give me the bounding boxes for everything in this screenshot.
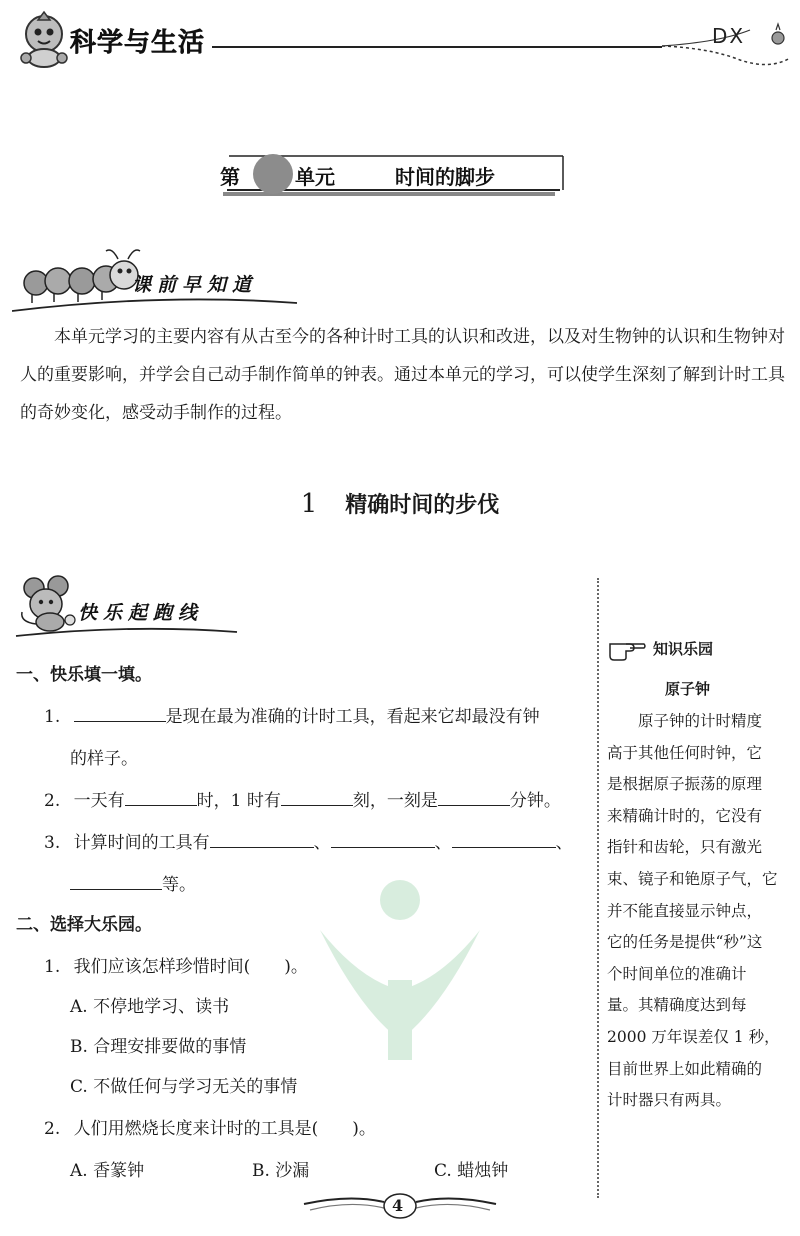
answer-blank[interactable] (74, 703, 166, 722)
separator: 、 (313, 833, 331, 853)
separator: 、 (555, 833, 573, 853)
question-number: 1. (44, 957, 61, 977)
sidebar-line: 束、镜子和铯原子气，它 (607, 869, 778, 888)
sidebar-line: 2000 万年误差仅 1 秒， (607, 1027, 780, 1046)
choice-question-1 (44, 952, 308, 977)
header-rule (212, 46, 662, 48)
fill-question-1 (44, 702, 540, 727)
question-text: 人们用燃烧长度来计时的工具是( )。 (73, 1119, 376, 1139)
sidebar-line: 计时器只有两具。 (607, 1091, 732, 1110)
series-title: 科学与生活 (70, 28, 206, 58)
sidebar-label: 知识乐园 (653, 640, 714, 658)
watermark-logo (300, 870, 500, 1140)
fill-question-2 (44, 786, 561, 811)
unit-suffix: 单元 (295, 165, 335, 189)
question-continuation: 的样子。 (70, 749, 138, 769)
star-mascot-icon (14, 10, 72, 70)
sidebar-line: 原子钟的计时精度 (607, 712, 763, 730)
sidebar-line: 目前世界上如此精确的 (607, 1059, 763, 1078)
answer-blank[interactable] (281, 787, 353, 806)
sidebar-text (607, 706, 787, 1117)
choice-option[interactable]: A. 不停地学习、读书 (70, 997, 230, 1017)
sidebar-line: 是根据原子振荡的原理 (607, 775, 763, 794)
sidebar-line: 指针和齿轮，只有激光 (607, 838, 763, 857)
preview-paragraph: 本单元学习的主要内容有从古至今的各种计时工具的认识和改进，以及对生物钟的认识和生物钟对人的重要影响，并学会自己动手制作简单的钟表。通过本单元的学习，可以使学生深刻了解到计时工具的奇妙变化，感受动手制作的过程。 (20, 327, 785, 423)
answer-blank[interactable] (331, 829, 435, 848)
sidebar-line: 个时间单位的准确计 (607, 964, 747, 983)
answer-blank[interactable] (125, 787, 197, 806)
choice-option[interactable]: A. 香篆钟 (70, 1161, 145, 1181)
lesson-title (0, 488, 800, 519)
unit-number: 二 (263, 165, 283, 189)
fill-question-3-cont (70, 870, 196, 895)
separator: 、 (434, 833, 452, 853)
section2-title: 二、选择大乐园。 (16, 915, 152, 935)
practice-label: 快乐起跑线 (78, 602, 204, 624)
question-text: 等。 (162, 875, 196, 895)
answer-blank[interactable] (438, 787, 510, 806)
answer-blank[interactable] (70, 871, 162, 890)
unit-prefix: 第 (220, 165, 240, 189)
lesson-number: 1 (300, 489, 318, 519)
question-text: 时，1 时有 (196, 791, 281, 811)
choice-option[interactable]: C. 不做任何与学习无关的事情 (70, 1077, 298, 1097)
sidebar-line: 来精确计时的，它没有 (607, 806, 763, 825)
preview-label: 课前早知道 (132, 274, 258, 296)
question-text: 我们应该怎样珍惜时间( )。 (73, 957, 308, 977)
lesson-title-text: 精确时间的步伐 (345, 493, 500, 518)
question-text: 是现在最为准确的计时工具，看起来它却最没有钟 (165, 707, 540, 727)
column-divider (597, 578, 599, 1198)
question-text: 刻，一刻是 (352, 791, 438, 811)
question-text: 分钟。 (509, 791, 561, 811)
page-number: 4 (392, 1196, 404, 1215)
answer-blank[interactable] (210, 829, 314, 848)
unit-title: 时间的脚步 (395, 165, 495, 189)
fill-question-3 (44, 828, 573, 853)
choice-option[interactable]: C. 蜡烛钟 (434, 1161, 509, 1181)
question-number: 1. (44, 707, 61, 727)
unit-banner (215, 150, 565, 198)
answer-blank[interactable] (452, 829, 556, 848)
sidebar-line: 量。其精确度达到每 (607, 996, 747, 1015)
sidebar-line: 高于其他任何时钟，它 (607, 743, 763, 762)
choice-option[interactable]: B. 沙漏 (252, 1161, 310, 1181)
question-number: 3. (44, 833, 61, 853)
question-number: 2. (44, 1119, 61, 1139)
sidebar-line: 并不能直接显示钟点， (607, 901, 763, 920)
edition-code: DX (712, 24, 746, 48)
choice-option[interactable]: B. 合理安排要做的事情 (70, 1037, 247, 1057)
sidebar-line: 它的任务是提供“秒”这 (607, 933, 763, 952)
section1-title: 一、快乐填一填。 (16, 665, 152, 685)
pointing-hand-icon (608, 634, 648, 662)
question-text: 一天有 (73, 791, 125, 811)
sidebar-title: 原子钟 (665, 680, 711, 698)
question-text: 计算时间的工具有 (73, 833, 210, 853)
question-number: 2. (44, 791, 61, 811)
